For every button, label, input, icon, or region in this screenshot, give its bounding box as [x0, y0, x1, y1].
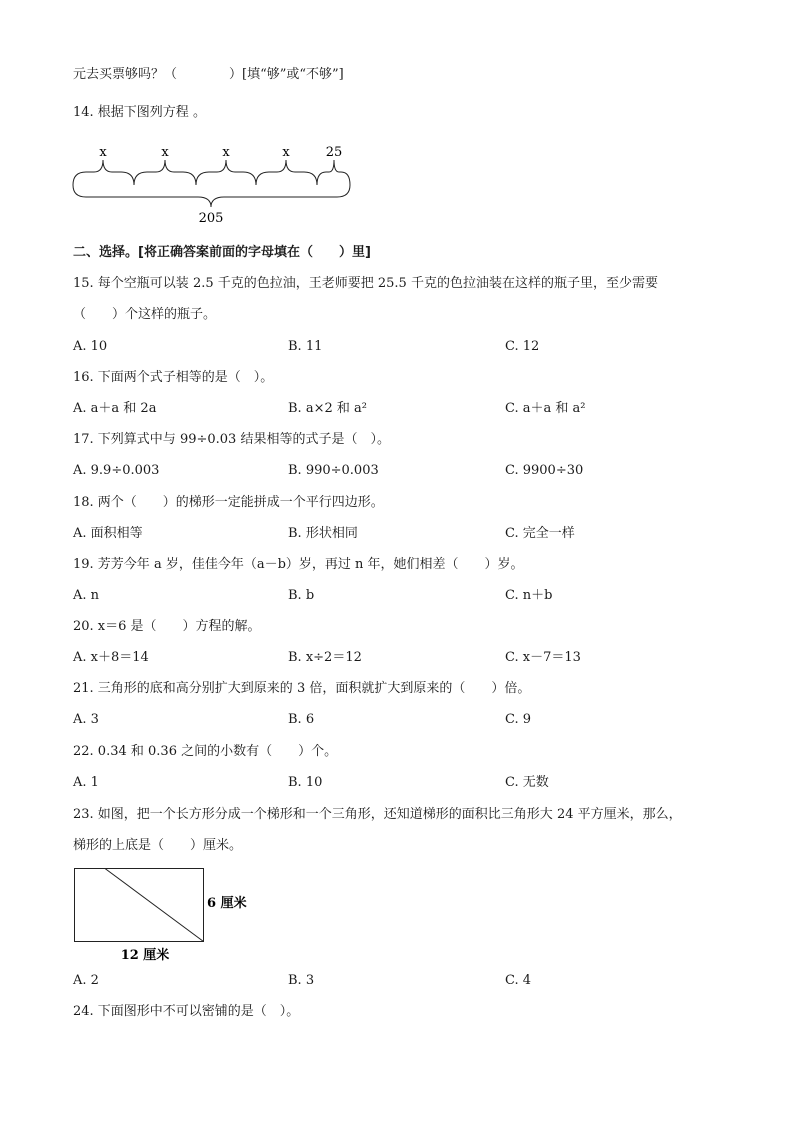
- q18-option-a: A. 面积相等: [73, 526, 143, 541]
- q15-option-b: B. 11: [288, 339, 323, 354]
- q19-text: 19. 芳芳今年 a 岁，佳佳今年（a－b）岁，再过 n 年，她们相差（ ）岁。: [73, 557, 524, 572]
- q22-option-c: C. 无数: [505, 775, 549, 790]
- q17-option-a: A. 9.9÷0.003: [73, 463, 160, 478]
- q16-option-c: C. a＋a 和 a²: [505, 401, 586, 416]
- q14-seg-label-5: 25: [325, 145, 343, 160]
- q16-option-b: B. a×2 和 a²: [288, 401, 367, 416]
- q23-line2: 梯形的上底是（ ）厘米。: [73, 838, 243, 853]
- q18-option-b: B. 形状相同: [288, 526, 358, 541]
- q14-brace-diagram: [68, 140, 358, 230]
- q21-text: 21. 三角形的底和高分别扩大到原来的 3 倍，面积就扩大到原来的（ ）倍。: [73, 681, 531, 696]
- q14-seg-label-3: x: [222, 145, 230, 160]
- q23-rectangle-figure: [70, 864, 260, 968]
- q18-option-c: C. 完全一样: [505, 526, 575, 541]
- q14-seg-label-2: x: [161, 145, 169, 160]
- q15-option-c: C. 12: [505, 339, 540, 354]
- q15-line1: 15. 每个空瓶可以装 2.5 千克的色拉油，王老师要把 25.5 千克的色拉油装在这样的瓶子里，至少需要: [73, 276, 658, 291]
- q15-line2: （ ）个这样的瓶子。: [73, 307, 217, 322]
- q22-text: 22. 0.34 和 0.36 之间的小数有（ ）个。: [73, 744, 338, 759]
- q20-option-b: B. x÷2＝12: [288, 650, 362, 665]
- q14-seg-label-1: x: [99, 145, 107, 160]
- q20-option-a: A. x＋8＝14: [73, 650, 149, 665]
- q14-seg-label-4: x: [282, 145, 290, 160]
- q23-width-label: 12 厘米: [120, 948, 170, 963]
- q23-height-label: 6 厘米: [207, 896, 247, 911]
- q22-option-a: A. 1: [73, 775, 99, 790]
- q14-total-label: 205: [198, 211, 224, 226]
- q17-text: 17. 下列算式中与 99÷0.03 结果相等的式子是（ ）。: [73, 432, 390, 447]
- q23-option-c: C. 4: [505, 973, 532, 988]
- q19-option-b: B. b: [288, 588, 315, 603]
- q19-option-c: C. n＋b: [505, 588, 553, 603]
- carryover-line: 元去买票够吗？（ ）[填“够”或“不够”]: [73, 67, 344, 82]
- q21-option-a: A. 3: [73, 712, 99, 727]
- q23-line1: 23. 如图，把一个长方形分成一个梯形和一个三角形，还知道梯形的面积比三角形大 24 平方厘米，那么，: [73, 807, 682, 822]
- q23-option-a: A. 2: [73, 973, 99, 988]
- q20-option-c: C. x－7＝13: [505, 650, 581, 665]
- q18-text: 18. 两个（ ）的梯形一定能拼成一个平行四边形。: [73, 495, 384, 510]
- q24-text: 24. 下面图形中不可以密铺的是（ ）。: [73, 1004, 300, 1019]
- q21-option-c: C. 9: [505, 712, 532, 727]
- q17-option-b: B. 990÷0.003: [288, 463, 379, 478]
- section-heading-choice: 二、选择。[将正确答案前面的字母填在（ ）里]: [73, 245, 371, 260]
- q16-option-a: A. a＋a 和 2a: [73, 401, 157, 416]
- q21-option-b: B. 6: [288, 712, 315, 727]
- q16-text: 16. 下面两个式子相等的是（ ）。: [73, 370, 274, 385]
- q20-text: 20. x＝6 是（ ）方程的解。: [73, 619, 261, 634]
- q14-text: 14. 根据下图列方程 。: [73, 105, 206, 120]
- q15-option-a: A. 10: [73, 339, 108, 354]
- q22-option-b: B. 10: [288, 775, 323, 790]
- q19-option-a: A. n: [73, 588, 100, 603]
- q17-option-c: C. 9900÷30: [505, 463, 584, 478]
- q23-option-b: B. 3: [288, 973, 315, 988]
